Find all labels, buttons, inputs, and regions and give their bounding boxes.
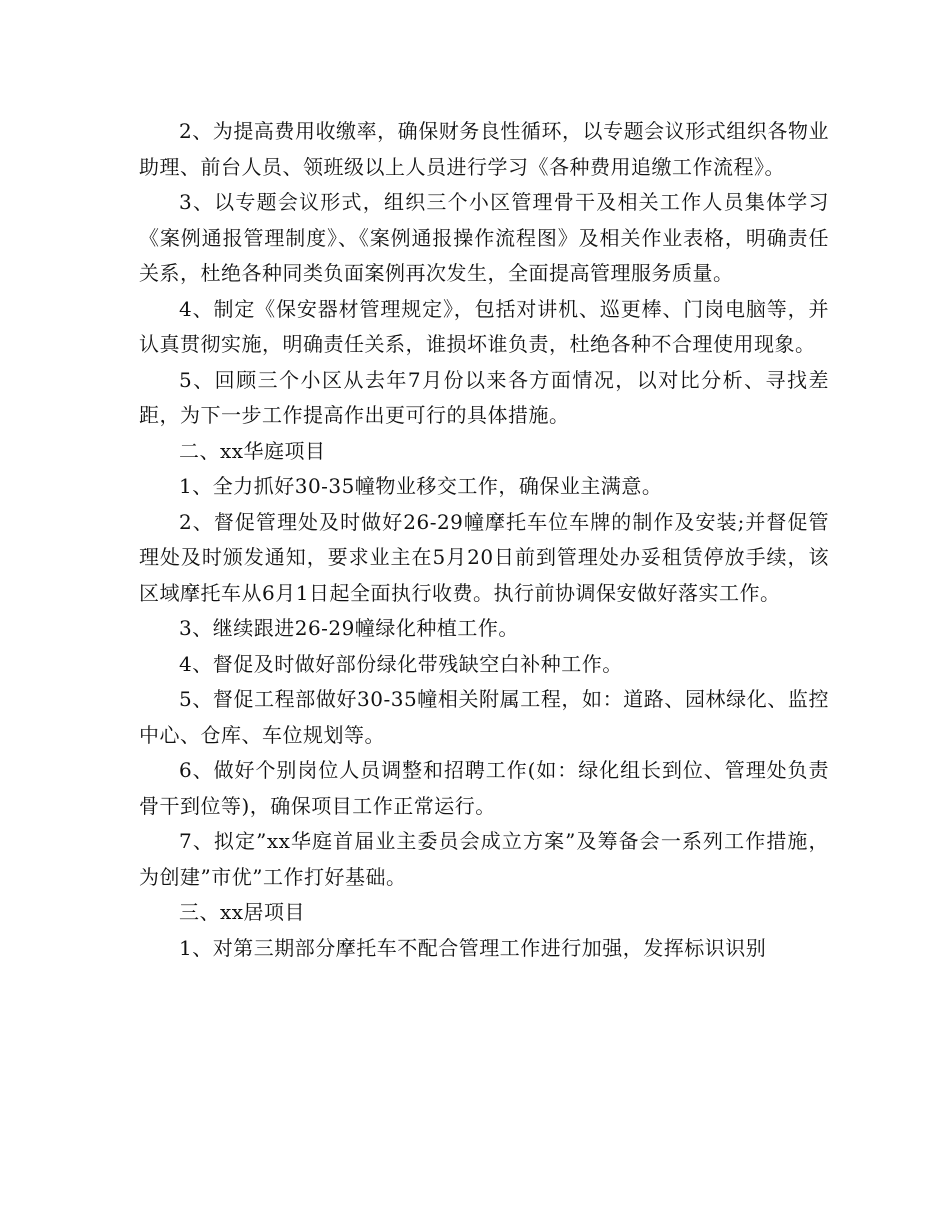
paragraph-greening-replant: 4、督促及时做好部份绿化带残缺空白补种工作。 [179, 651, 623, 676]
paragraph-fee-collection: 2、为提高费用收缴率，确保财务良性循环，以专题会议形式组织各物业助理、前台人员、领班级以上人员进行学习《各种费用追缴工作流程》。 [139, 119, 829, 179]
paragraph-case-report-study: 3、以专题会议形式，组织三个小区管理骨干及相关工作人员集体学习《案例通报管理制度》、《案例通报操作流程图》及相关作业表格，明确责任关系，杜绝各种同类负面案例再次发生，全面提高管理服务质量。 [139, 190, 829, 285]
section-heading-huating: 二、xx华庭项目 [179, 438, 326, 463]
section-heading-ju: 三、xx居项目 [179, 900, 306, 924]
paragraph-greening-followup: 3、继续跟进26-29幢绿化种植工作。 [179, 616, 519, 640]
paragraph-review-situation: 5、回顾三个小区从去年7月份以来各方面情况，以对比分析、寻找差距，为下一步工作提高作出更可行的具体措施。 [139, 367, 829, 427]
paragraph-property-handover: 1、全力抓好30-35幢物业移交工作，确保业主满意。 [179, 474, 663, 498]
paragraph-motorcycle-management: 1、对第三期部分摩托车不配合管理工作进行加强，发挥标识识别 [179, 935, 767, 960]
paragraph-staff-adjustment: 6、做好个别岗位人员调整和招聘工作(如：绿化组长到位、管理处负责骨干到位等)，确保项目工作正常运行。 [139, 758, 829, 818]
paragraph-owners-committee: 7、拟定”xx华庭首届业主委员会成立方案”及筹备会一系列工作措施，为创建”市优”工作打好基础。 [139, 829, 829, 889]
paragraph-motorcycle-parking: 2、督促管理处及时做好26-29幢摩托车位车牌的制作及安装;并督促管理处及时颁发通知，要求业主在5月20日前到管理处办妥租赁停放手续，该区域摩托车从6月1日起全面执行收费。执行前协调保安做好落实工作。 [139, 509, 829, 605]
paragraph-security-equipment: 4、制定《保安器材管理规定》，包括对讲机、巡更棒、门岗电脑等，并认真贯彻实施，明确责任关系，谁损坏谁负责，杜绝各种不合理使用现象。 [139, 296, 829, 356]
document-body [139, 114, 829, 966]
paragraph-engineering-works: 5、督促工程部做好30-35幢相关附属工程，如：道路、园林绿化、监控中心、仓库、车位规划等。 [139, 687, 829, 747]
